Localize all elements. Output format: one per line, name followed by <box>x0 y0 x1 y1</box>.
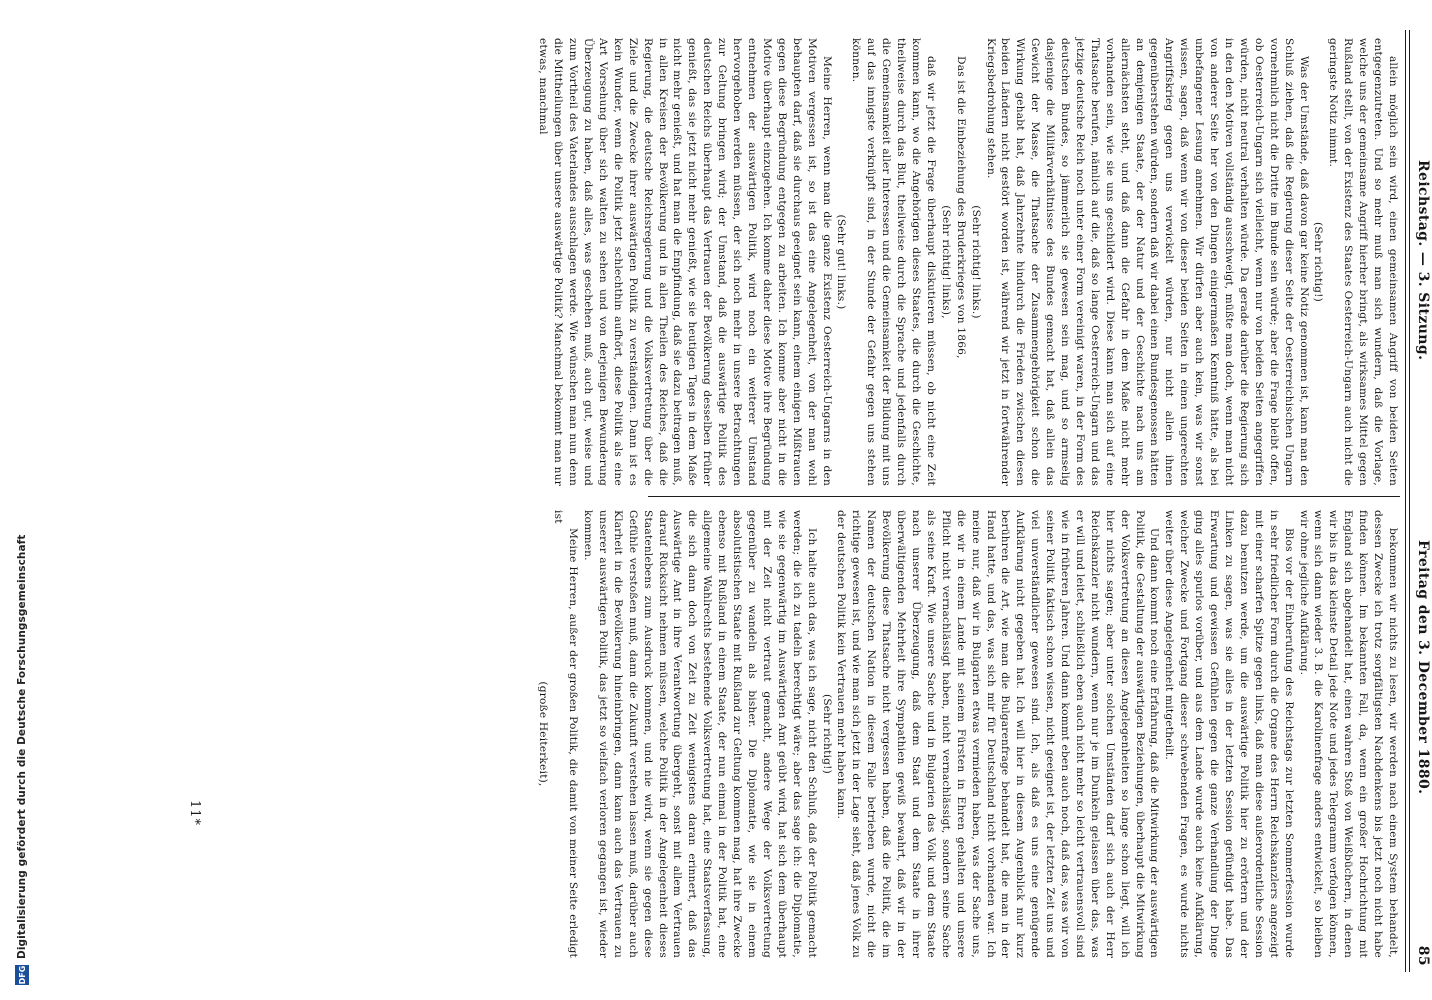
signature-mark: 11* <box>187 800 202 827</box>
paragraph: Das ist die Einbeziehung des Bruderkrieges von 1866, <box>954 56 967 359</box>
interjection: (Sehr richtig! links), <box>939 205 952 319</box>
text-column-right <box>535 510 1400 958</box>
column-divider <box>648 496 1400 497</box>
running-header-left: Reichstag. — 3. Sitzung. <box>1415 160 1431 361</box>
page-number: 85 <box>1415 945 1431 966</box>
paragraph: bekommen wir nichts zu lesen, wir werden nach einem System behandelt, dessen Zwecke ich trotz sorgfältigsten Nachdenkens bis jetzt noch nicht habe finden können. Im bekannten Fall, da, wenn ein großer Hochrichtung mit England sich abgehandelt hat, einen wahren Stoß von Weißbüchern, in denen wir bis in das kleinste Detail jede Note und jedes Telegramm verfolgen können, wenn sich dann wieder 3. B. die Karolinenfrage anders entwickelt, so bleiben wir ohne jegliche Aufklärung. <box>1297 510 1399 958</box>
paragraph: Was der Umstände, daß davon gar keine Notiz genommen ist, kann man den Schluß ziehen, daß die Regierung dieser Seite der Oesterreichischen Ungarn vornehmlich nicht die Dritte im Bunde sein würde; aber die Frage bleibt offen, ob Oesterreich-Ungarn sich vielleicht, wenn nur von beiden Seiten angegriffen würden, nicht neutral verhalten würde. Da gerade darüber die Regierung sich in den den Motiven vollständig ausschweigt, müßte man doch, wenn man nicht von anderer Seite her von den Dingen einigermaßen Kenntniß hätte, als bei unbefangener Lesung annehmen. Wir dürfen aber auch kein, was wir sonst wissen, sagen, daß wenn wir von dieser beiden Seiten in einen ungerechten Angriffskrieg gegen uns verwickelt würden, nur nicht allein ihnen gegenüberstehen würden, sondern daß wir dabei einen Bundesgenossen hätten an demjenigen Staate, der der Natur und der Geschichte nach uns am allernächsten steht, und daß dann die Gefahr in dem Maße nicht mehr vorhanden sein, wie sie uns geschildert wird. Diese kann man sich auf eine Thatsache berufen, nämlich auf die, daß so lange Oesterreich-Ungarn und das jetzige deutsche Reich noch unter einer Form vereinigt waren, in der Form des deutschen Bundes, so jämmerlich sie gewesen sein mag, und so armselig dasjenige die Militärverhältnisse des Bundes gemacht hat, daß allein das Gewicht der Masse, die Thatsache der Zusammengehörigkeit schon die Wirkung gehabt hat, daß Jahrzehnte hindurch die Frieden zwischen diesen beiden Ländern nicht gestört worden ist, während wir jetzt in fortwährender Kriegsbedrohung stehen. <box>984 38 1310 486</box>
dfg-logo: DFG <box>15 965 29 985</box>
digitalization-strip <box>0 0 30 1000</box>
paragraph: daß wir jetzt die Frage überhaupt diskutieren müssen, ob nicht eine Zeit kommen kann, wo die Angehörigen dieses Staates, die durch die Geschichte, theilweise durch das Blut, theilweise durch die Sprache und jedenfalls durch die Gemeinsamkeit aller Interessen und die Gemeinsamkeit der Bildung mit uns auf das innigste verknüpft sind, in der Stunde der Gefahr gegen uns stehen können. <box>850 38 937 486</box>
paragraph: Meine Herren, wenn man die ganze Existenz Oesterreich-Ungarns in den Motiven vergessen ist, so ist das eine Angelegenheit, von der man wohl behaupten darf, daß sie durchaus geeignet sein kann, einem einigen Mißtrauen gegen diese Begründung entgegen zu arbeiten. Ich komme aber nicht in die Motive überhaupt einzugehen. Ich komme daher diese Motive ihre Begründung entnehmen der auswärtigen Politik, wird noch ein weiterer Umstand hervorgehoben werden müssen, der sich noch mehr in unsere Betrachtungen zur Geltung bringen wird; der Umstand, daß die auswärtige Politik des deutschen Reichs überhaupt das Vertrauen der Bevölkerung desselben früher genießt, das sie jetzt nicht mehr genießt, wie sie heutigen Tages in dem Maße nicht mehr genießt, und hat man die Empfindung, daß sie dazu beitragen muß, in allen Kreisen der Bevölkerung und in allen Theilen des Reiches, daß die Regierung, die deutsche Reichsregierung und die Volksvertretung über die Ziele und die Zwecke ihrer auswärtigen Politik zu verständigen. Dann ist es kein Wunder, wenn die Politik jetzt schlechthin aufhört, diese Politik als eine Art Vorsehung über sich walten zu sehen und von derjenigen Bewunderung Überzeugung zu haben, daß alles, was geschehen muß, auch gut, weise und zum Vortheil des Vaterlandes ausschlagen werde. Wie wünschen man nun denn die Mittheilungen über unsere auswärtige Politik? Manchmal bekommt man nur etwas, manchmal <box>537 38 833 486</box>
running-header-right: Freitag den 3. December 1880. <box>1415 540 1431 795</box>
interjection: (Sehr richtig! links.) <box>969 205 982 319</box>
interjection: (Sehr gut! links.) <box>835 214 848 310</box>
paragraph: Meine Herren, außer der großen Politik, die damit von meiner Seite erledigt ist <box>552 510 580 958</box>
scanned-page <box>132 0 1432 1000</box>
interjection: (Sehr richtig!) <box>820 694 833 774</box>
paragraph: Und dann kommt noch eine Erfahrung, daß die Mitwirkung der auswärtigen Politik, die Gestaltung der auswärtigen Beziehungen, überhaupt die Mitwirkung der Volksvertretung an diesen Angelegenheiten so lange schon liegt, will ich hier nichts sagen; aber unter solchen Umständen darf sich auch der Herr Reichskanzler nicht wundern, wenn nur je im Dunkeln gelassen über das, was er will und leitet, schließlich eben auch nicht mehr so leicht vertrauensvoll sind wie in früheren Jahren. Und dann kommt eben auch noch, daß das, was wir von seiner Politik faktisch schon wissen, nicht geeignet ist, der letzten Zeit uns und viel unverständlicher gewesen sind. Ich, als daß es uns eine genügende Aufklärung nicht gegeben hat. Ich will hier in diesem Augenblick nur kurz berühren die Art, wie man die Bulgarenfrage behandelt hat, die man in der Hand hatte, und das, was sich mir für Deutschland nicht vorhanden war. Ich meine nur, daß wir in Bulgarien etwas vermieden haben, was der Sache uns, die wir in einem Lande mit seinem Fürsten in Ehren gehalten und unsere Pflicht nicht vernachlässigt haben, nicht vernachlässigt, sondern seine Sache als seine Kraft. Wie unsere Sache und in Bulgarien das Volk und dem Staate nach unserer Überzeugung, daß dem Staat und dem Staate in ihrer überwältigenden Mehrheit ihre Sympathien gewiß bewahrt, daß wir in der Bevölkerung diese Thatsache nicht vergessen haben, daß die Politik, die im Namen der deutschen Nation in diesem Falle betrieben wurde, nicht die richtige gewesen ist, und wie man sich jetzt in der Lage sieht, daß jenes Volk zu der deutschen Politik kein Vertrauen mehr haben kann. <box>835 510 1161 958</box>
header-rule-thin <box>1405 30 1406 972</box>
funding-notice: Digitalisierung gefördert durch die Deutsche Forschungsgemeinschaft <box>16 534 28 959</box>
paragraph: Blos vor der Einberufung des Reichstags zur letzten Sommerfession wurde in sehr friedlicher Form durch die Organe des Herrn Reichskanzlers angezeigt mit einer scharfen Spitze gegen links, daß man diese außerordentliche Session dazu benutzen werde, um die auswärtige Politik hier zu erörtern und der Linken zu sagen, was sie alles in der letzten Session gefündigt habe. Das Erwartung und gewissen Gefühlen gegen die ganze Verhandlung der Dinge ging alles spurlos vorüber, und aus dem Lande wurde auch keine Aufklärung, welcher Zwecke und Fortgang dieser schwebenden Fragen, es wurde nichts weiter über diese Angelegenheit mitgetheilt. <box>1163 510 1295 958</box>
text-column-left <box>535 38 1400 486</box>
interjection: (große Heiterkeit), <box>537 681 550 787</box>
paragraph: allein möglich sein wird, einen gemeinsamen Angriff von beiden Seiten entgegenzutreten. Und so mehr muß man sich wundern, daß die Vorlage, welche uns der gemeinsame Angriff hierher bringt, als wirksames Mittel gegen Rußland stellt, von der Existenz des Staates Oesterreich-Ungarn auch nicht die geringste Notiz nimmt. <box>1327 38 1399 486</box>
paragraph: Ich halte auch das, was ich sage, nicht den Schluß, daß der Politik gemacht werden; die ich zu tadeln berechtigt wäre; aber das sage ich: die Diplomatie, wie sie gegenwärtig im Auswärtigen Amt geübt wird, hat sich dem überhaupt mit der Zeit nicht vertraut gemacht, andere Wege der Volksvertretung gegenüber zu wandeln als bisher. Die Diplomatie, wie sie in einem absolutistischen Staate mit Rußland zur Geltung kommen mag, hat ihre Zwecke ebenso mit Rußland in einem Staate, der nun einmal in der Politik hat, eine allgemeine Wahlrechts bestehende Volksvertretung hat, eine Staatsverfassung, die sich dann doch von Zeit zu Zeit wenigstens daran erinnert, daß das Auswärtige Amt in ihre Verantwortung übergeht, sonst mit allem Vertrauen darauf Rücksicht nehmen müssen, welche Politik in der Angelegenheit dieses Staatenlebens zum Ausdruck kommen, und nie wird, wenn sie gegen diese Gefühle verstoßen muß, dann die Zukunft verstehen lassen muß, darüber auch Klarheit in die Bevölkerung hineinbringen, dann kann auch das Vertrauen zu unserer auswärtigen Politik, das jetzt so vielfach verloren gegangen ist, wieder kommen. <box>582 510 818 958</box>
interjection: (Sehr richtig!) <box>1312 222 1325 302</box>
header-rule <box>1409 30 1410 972</box>
